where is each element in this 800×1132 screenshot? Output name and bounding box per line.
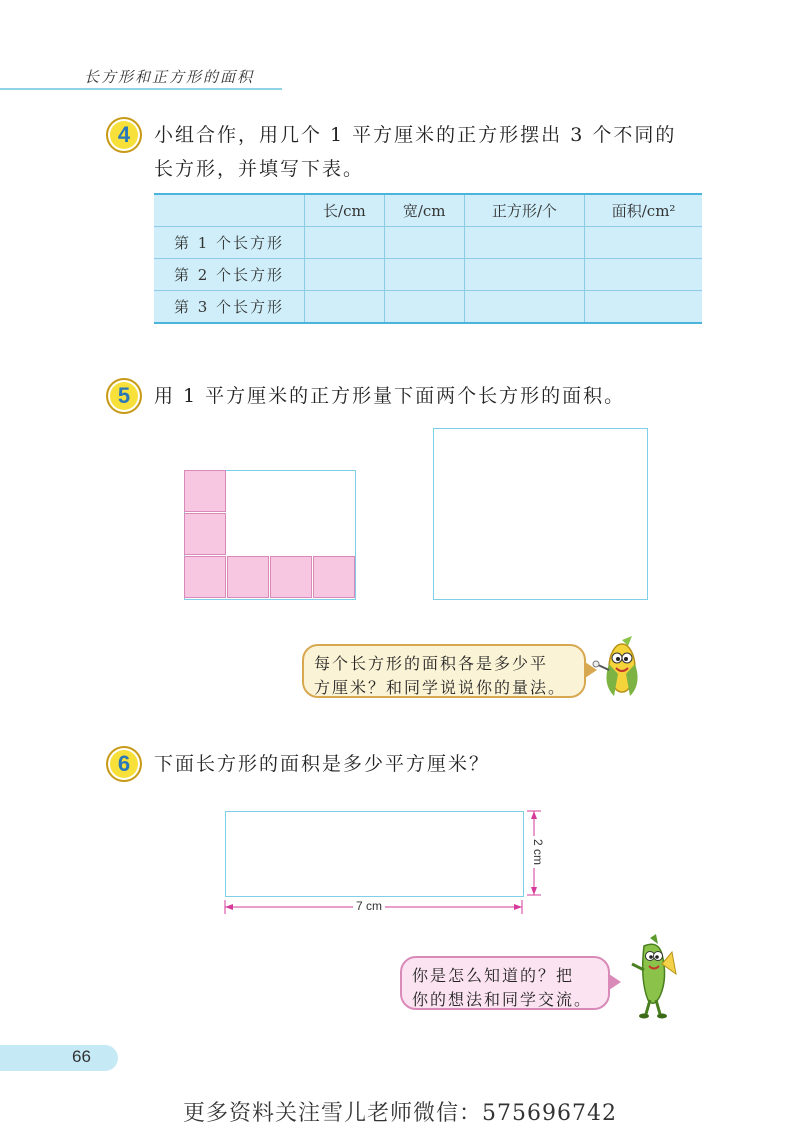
question-4-line-1: 小组合作，用几个 1 平方厘米的正方形摆出 3 个不同的 xyxy=(154,124,677,146)
speech-bubble-q5 xyxy=(302,644,586,698)
rectangle-c xyxy=(225,811,524,897)
table-cell-input[interactable] xyxy=(585,291,702,324)
page-header-title: 长方形和正方形的面积 xyxy=(84,68,255,86)
question-4-line-2: 长方形，并填写下表。 xyxy=(154,158,365,180)
table-row-label: 第 3 个长方形 xyxy=(154,291,305,324)
table-cell-input[interactable] xyxy=(305,227,385,259)
unit-square xyxy=(227,556,269,598)
table-header-row xyxy=(154,194,702,227)
unit-square xyxy=(270,556,312,598)
table-row xyxy=(154,227,702,259)
question-5-text: 用 1 平方厘米的正方形量下面两个长方形的面积。 xyxy=(154,385,626,407)
corn-mascot-icon xyxy=(592,634,648,702)
table-header-squares: 正方形/个 xyxy=(464,194,585,227)
unit-square xyxy=(184,556,226,598)
table-cell-input[interactable] xyxy=(464,291,585,324)
question-5-badge: 5 xyxy=(106,378,142,414)
width-label: 7 cm xyxy=(353,899,385,913)
header-rule xyxy=(0,88,282,90)
bubble-q5-line-1: 每个长方形的面积各是多少平 xyxy=(314,654,549,673)
bubble-q6-line-1: 你是怎么知道的？把 xyxy=(412,966,575,985)
table-row xyxy=(154,259,702,291)
height-label: 2 cm xyxy=(531,836,545,868)
rectangle-b xyxy=(433,428,648,600)
question-6-badge: 6 xyxy=(106,746,142,782)
table-cell-input[interactable] xyxy=(305,291,385,324)
question-6-text: 下面长方形的面积是多少平方厘米？ xyxy=(154,753,491,775)
bubble-q5-line-2: 方厘米？和同学说说你的量法。 xyxy=(314,678,567,697)
unit-square xyxy=(184,470,226,512)
table-cell-input[interactable] xyxy=(384,291,464,324)
table-row-label: 第 1 个长方形 xyxy=(154,227,305,259)
table-cell-input[interactable] xyxy=(464,227,585,259)
footer-note: 更多资料关注雪儿老师微信：575696742 xyxy=(183,1101,617,1126)
page-number: 66 xyxy=(72,1047,91,1066)
table-cell-input[interactable] xyxy=(384,227,464,259)
bubble-q6-line-2: 你的想法和同学交流。 xyxy=(412,990,593,1009)
unit-square xyxy=(184,513,226,555)
table-row-label: 第 2 个长方形 xyxy=(154,259,305,291)
rectangle-data-table xyxy=(154,193,702,324)
table-cell-input[interactable] xyxy=(585,259,702,291)
page-number-tab xyxy=(0,1045,118,1071)
pepper-mascot-icon xyxy=(624,934,680,1020)
table-cell-input[interactable] xyxy=(464,259,585,291)
table-header-area: 面积/cm² xyxy=(585,194,702,227)
question-4-badge: 4 xyxy=(106,117,142,153)
unit-square xyxy=(313,556,355,598)
table-header-corner xyxy=(154,194,305,227)
table-cell-input[interactable] xyxy=(384,259,464,291)
table-header-width: 宽/cm xyxy=(384,194,464,227)
table-cell-input[interactable] xyxy=(305,259,385,291)
table-header-length: 长/cm xyxy=(305,194,385,227)
bubble-q6-tail xyxy=(609,974,621,990)
table-cell-input[interactable] xyxy=(585,227,702,259)
table-row xyxy=(154,291,702,324)
speech-bubble-q6 xyxy=(400,956,610,1010)
